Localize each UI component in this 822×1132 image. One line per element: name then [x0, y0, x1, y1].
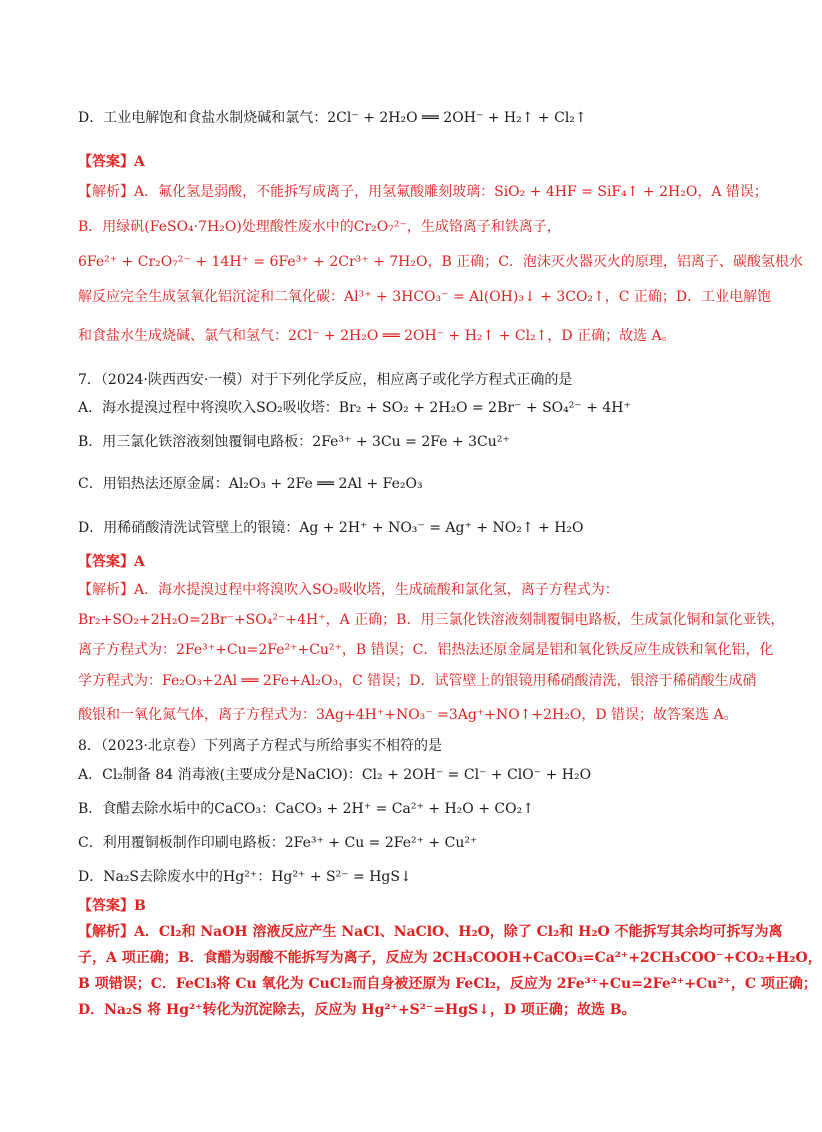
text-line: 【解析】A．Cl₂和 NaOH 溶液反应产生 NaCl、NaClO、H₂O，除了 Cl₂和 H₂O 不能拆写其余均可拆写为离 [78, 924, 783, 940]
text-line: 学方程式为：Fe₂O₃+2Al ══ 2Fe+Al₂O₃，C 错误；D．试管壁上的银镜用稀硝酸清洗，银溶于稀硝酸生成硝 [78, 673, 757, 689]
text-line: B 项错误；C．FeCl₃将 Cu 氧化为 CuCl₂而自身被还原为 FeCl₂，反应为 2Fe³⁺+Cu=2Fe²⁺+Cu²⁺，C 项正确； [78, 976, 817, 992]
option-line: B．食醋去除水垢中的CaCO₃：CaCO₃ + 2H⁺ = Ca²⁺ + H₂O + CO₂↑ [78, 801, 534, 817]
answer-label: 【答案】B [78, 898, 146, 914]
question-title: 7．（2024·陕西西安·一模）对于下列化学反应，相应离子或化学方程式正确的是 [78, 372, 573, 388]
option-line: B．用三氯化铁溶液刻蚀覆铜电路板：2Fe³⁺ + 3Cu = 2Fe + 3Cu²⁺ [78, 434, 510, 450]
question-title: 8．（2023·北京卷）下列离子方程式与所给事实不相符的是 [78, 738, 442, 754]
answer-label: 【答案】A [78, 154, 145, 170]
option-line: A．Cl₂制备 84 消毒液(主要成分是NaClO)：Cl₂ + 2OH⁻ = Cl⁻ + ClO⁻ + H₂O [78, 767, 592, 783]
text-line: 酸银和一氧化氮气体，离子方程式为：3Ag+4H⁺+NO₃⁻ =3Ag⁺+NO↑+2H₂O，D 错误；故答案选 A。 [78, 707, 738, 723]
text-line: 离子方程式为：2Fe³⁺+Cu=2Fe²⁺+Cu²⁺，B 错误；C．铝热法还原金属是铝和氧化铁反应生成铁和氧化铝，化 [78, 642, 774, 658]
option-line: C．利用覆铜板制作印刷电路板：2Fe³⁺ + Cu = 2Fe²⁺ + Cu²⁺ [78, 835, 478, 851]
text-line: 解反应完全生成氢氧化铝沉淀和二氧化碳：Al³⁺ + 3HCO₃⁻ = Al(OH)₃↓ + 3CO₂↑，C 正确；D．工业电解饱 [78, 289, 772, 305]
text-line: D．工业电解饱和食盐水制烧碱和氯气：2Cl⁻ + 2H₂O ══ 2OH⁻ + H₂↑ + Cl₂↑ [78, 110, 587, 126]
text-line: 子，A 项正确；B．食醋为弱酸不能拆写为离子，反应为 2CH₃COOH+CaCO₃=Ca²⁺+2CH₃COO⁻+CO₂+H₂O， [78, 950, 822, 966]
option-line: D．Na₂S去除废水中的Hg²⁺：Hg²⁺ + S²⁻ = HgS↓ [78, 869, 412, 885]
text-line: B．用绿矾(FeSO₄·7H₂O)处理酸性废水中的Cr₂O₇²⁻，生成铬离子和铁离子， [78, 219, 561, 235]
option-line: A．海水提溴过程中将溴吹入SO₂吸收塔：Br₂ + SO₂ + 2H₂O = 2Br⁻ + SO₄²⁻ + 4H⁺ [78, 400, 631, 416]
text-line: 【解析】A．海水提溴过程中将溴吹入SO₂吸收塔，生成硫酸和氯化氢，离子方程式为： [78, 582, 619, 598]
text-line: Br₂+SO₂+2H₂O=2Br⁻+SO₄²⁻+4H⁺，A 正确；B．用三氯化铁溶液刻制覆铜电路板，生成氯化铜和氯化亚铁， [78, 612, 785, 628]
text-line: D．Na₂S 将 Hg²⁺转化为沉淀除去，反应为 Hg²⁺+S²⁻=HgS↓，D 项正确；故选 B。 [78, 1002, 636, 1018]
text-line: 【解析】A．氟化氢是弱酸，不能拆写成离子，用氢氟酸雕刻玻璃：SiO₂ + 4HF = SiF₄↑ + 2H₂O，A 错误； [78, 184, 768, 200]
text-line: 6Fe²⁺ + Cr₂O₇²⁻ + 14H⁺ = 6Fe³⁺ + 2Cr³⁺ + 7H₂O，B 正确；C．泡沫灭火器灭火的原理，铝离子、碳酸氢根水 [78, 254, 803, 270]
option-line: D．用稀硝酸清洗试管壁上的银镜：Ag + 2H⁺ + NO₃⁻ = Ag⁺ + NO₂↑ + H₂O [78, 520, 584, 536]
answer-label: 【答案】A [78, 554, 145, 570]
text-line: 和食盐水生成烧碱、氯气和氢气：2Cl⁻ + 2H₂O ══ 2OH⁻ + H₂↑ + Cl₂↑，D 正确；故选 A。 [78, 328, 676, 344]
option-line: C．用铝热法还原金属：Al₂O₃ + 2Fe ══ 2Al + Fe₂O₃ [78, 476, 423, 492]
